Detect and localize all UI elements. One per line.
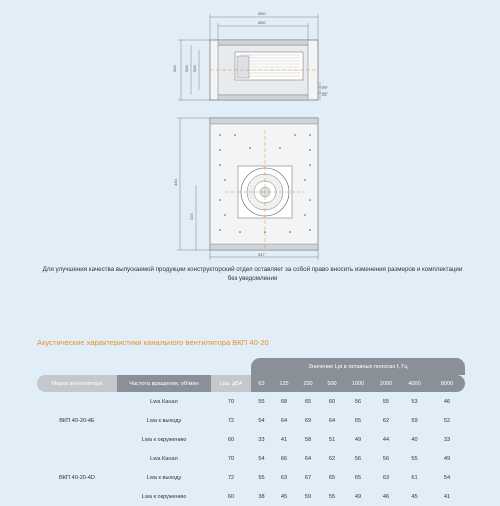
model-cell: ВКП 40-20-4D (59, 474, 95, 481)
value-cell: 59 (411, 417, 418, 424)
value-cell: 33 (443, 436, 451, 443)
front-view-body (210, 118, 318, 250)
model-cell: ВКП 40-20-4Е (59, 417, 95, 424)
lpa-cell: 70 (227, 398, 235, 405)
value-cell: 55 (328, 493, 336, 500)
value-cell: 54 (258, 455, 265, 462)
value-cell: 55 (382, 398, 390, 405)
section-title: Акустические характеристики канального вентилятора ВКП 40-20 (37, 338, 269, 347)
col-freq: 63 (251, 375, 272, 392)
mode-cell: Lwa к выходу (146, 417, 182, 424)
mode-cell: Lwa к выходу (146, 474, 182, 481)
band-header: Значение Lpi в октавных полосах f, Гц (251, 358, 465, 375)
dim-front-inner: 225 (189, 213, 194, 220)
value-cell: 41 (280, 436, 288, 443)
value-cell: 55 (258, 474, 265, 481)
table-row (37, 411, 465, 430)
table-row (37, 392, 465, 411)
dim-left-3: 000 (192, 65, 197, 72)
value-cell: 62 (328, 455, 336, 462)
value-cell: 52 (443, 417, 451, 424)
value-cell: 49 (443, 455, 451, 462)
value-cell: 67 (304, 474, 312, 481)
col-freq: 2000 (372, 375, 400, 392)
col-freq: 250 (296, 375, 320, 392)
value-cell: 66 (280, 455, 288, 462)
value-cell: 45 (411, 493, 418, 500)
disclaimer-text: Для улучшения качества выпускаемой продукции конструкторский отдел оставляет за собой право вносить изменения размеров и комплектации без уведомления (42, 266, 463, 282)
value-cell: 61 (411, 474, 418, 481)
table-row (37, 487, 465, 506)
dim-front-bottom: 347 (258, 252, 265, 257)
dim-left-2: 000 (184, 65, 189, 72)
col-freq: 500 (320, 375, 344, 392)
dim-top-inner: Ø00 (258, 20, 266, 25)
value-cell: 55 (411, 455, 418, 462)
value-cell: 65 (328, 474, 336, 481)
value-cell: 56 (354, 455, 362, 462)
value-cell: 69 (304, 417, 312, 424)
value-cell: 58 (304, 436, 312, 443)
col-freq: 4000 (400, 375, 429, 392)
mode-cell: Lwa к окружению (141, 493, 187, 500)
value-cell: 62 (382, 417, 390, 424)
mode-cell: Lwa Канал (150, 398, 178, 405)
value-cell: 65 (354, 474, 362, 481)
value-cell: 46 (382, 493, 390, 500)
value-cell: 46 (443, 398, 451, 405)
col-freq: 1000 (344, 375, 372, 392)
value-cell: 60 (328, 398, 336, 405)
value-cell: 41 (443, 493, 451, 500)
value-cell: 59 (304, 493, 312, 500)
dim-right-1: 20 (322, 85, 327, 90)
value-cell: 49 (354, 493, 362, 500)
lpa-cell: 72 (227, 474, 235, 481)
value-cell: 64 (328, 417, 336, 424)
value-cell: 40 (411, 436, 418, 443)
value-cell: 53 (411, 398, 418, 405)
value-cell: 51 (328, 436, 336, 443)
value-cell: 63 (382, 474, 390, 481)
col-lpa: Lpa, дБА (211, 375, 251, 392)
dim-top-outer: Ø00 (258, 11, 266, 16)
mode-cell: Lwa к окружению (141, 436, 187, 443)
value-cell: 54 (258, 417, 265, 424)
table-row (37, 468, 465, 487)
value-cell: 63 (280, 474, 288, 481)
lpa-cell: 60 (227, 436, 235, 443)
lpa-cell: 70 (227, 455, 235, 462)
table-row (37, 430, 465, 449)
col-freq: 8000 (429, 375, 465, 392)
col-freq: 125 (272, 375, 296, 392)
lpa-cell: 72 (227, 417, 235, 424)
mode-cell: Lwa Канал (150, 455, 178, 462)
value-cell: 55 (258, 398, 265, 405)
value-cell: 49 (354, 436, 362, 443)
lpa-cell: 60 (227, 493, 235, 500)
value-cell: 44 (382, 436, 390, 443)
value-cell: 64 (304, 455, 312, 462)
value-cell: 45 (280, 493, 288, 500)
table-row (37, 449, 465, 468)
top-view-body (210, 40, 318, 100)
col-model: Марка вентилятора (37, 375, 117, 392)
value-cell: 68 (280, 398, 288, 405)
value-cell: 65 (304, 398, 312, 405)
value-cell: 38 (258, 493, 265, 500)
dim-left-1: 000 (172, 65, 177, 72)
value-cell: 65 (354, 417, 362, 424)
value-cell: 54 (443, 474, 451, 481)
dim-front-height: 440 (173, 179, 178, 186)
acoustic-table (37, 358, 465, 506)
value-cell: 33 (258, 436, 265, 443)
value-cell: 56 (382, 455, 390, 462)
value-cell: 64 (280, 417, 288, 424)
dim-right-2: 25 (322, 92, 327, 97)
value-cell: 56 (354, 398, 362, 405)
col-speed: Частота вращения, об/мин (117, 375, 211, 392)
